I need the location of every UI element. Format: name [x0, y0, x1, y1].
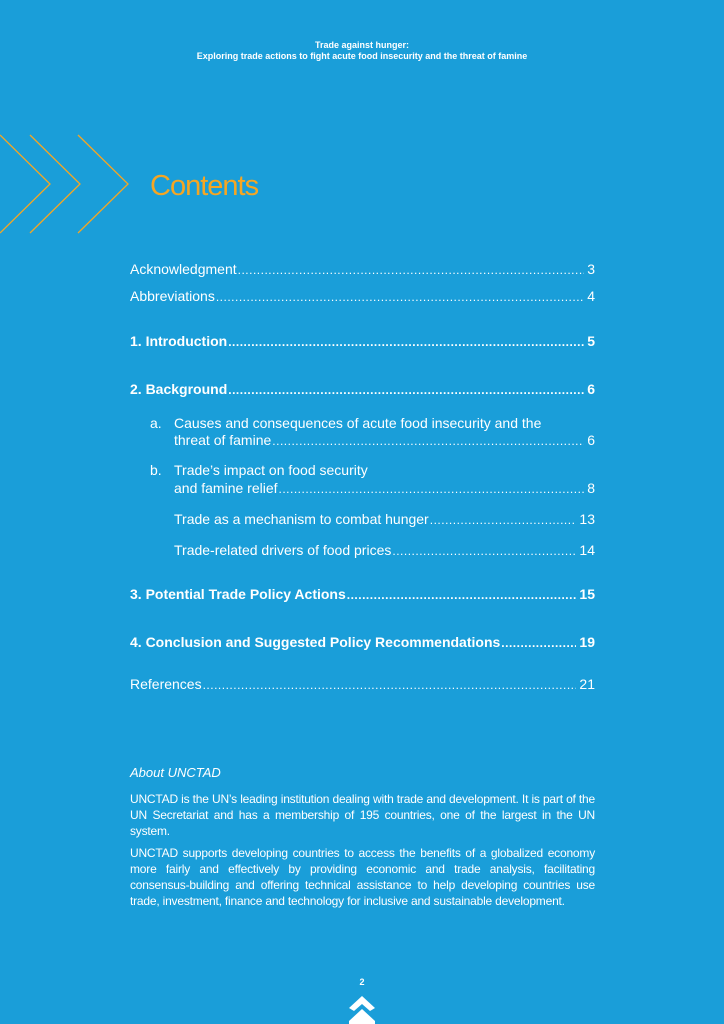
toc-label: 4. Conclusion and Suggested Policy Recommendations	[130, 634, 501, 650]
toc-leader	[203, 677, 577, 694]
toc-entry-abbreviations[interactable]	[130, 288, 595, 306]
toc-label: threat of famine	[174, 432, 272, 448]
toc-entry-background[interactable]	[130, 381, 595, 399]
toc-page: 19	[579, 634, 595, 650]
toc-label: Trade-related drivers of food prices	[174, 542, 392, 558]
toc-leader	[501, 635, 576, 652]
toc-entry-trade-drivers[interactable]	[174, 542, 595, 560]
toc-page: 6	[587, 381, 595, 397]
toc-leader	[216, 289, 584, 306]
toc-prefix: a.	[150, 415, 162, 431]
toc-label: Abbreviations	[130, 288, 215, 304]
toc-entry-trade-mechanism[interactable]	[174, 511, 595, 529]
toc-page: 21	[579, 676, 595, 692]
chevron-decoration-icon	[0, 133, 135, 237]
toc-page: 5	[587, 333, 595, 349]
toc-label: and famine relief	[174, 480, 278, 496]
toc-leader	[392, 543, 576, 560]
toc-leader	[430, 512, 577, 529]
toc-page: 3	[587, 261, 595, 277]
toc-leader	[272, 433, 584, 450]
page-number: 2	[359, 977, 365, 987]
up-chevron-icon[interactable]	[349, 996, 375, 1024]
toc-page: 4	[587, 288, 595, 304]
toc-leader	[238, 262, 585, 279]
toc-page: 8	[587, 480, 595, 496]
about-section	[130, 765, 595, 915]
toc-entry-acknowledgment[interactable]	[130, 261, 595, 279]
toc-page: 13	[579, 511, 595, 527]
toc-label: Acknowledgment	[130, 261, 237, 277]
page-title: Contents	[150, 170, 259, 202]
about-heading: About UNCTAD	[130, 765, 221, 780]
toc-page: 14	[579, 542, 595, 558]
toc-entry-policy-actions[interactable]	[130, 586, 595, 604]
toc-entry-references[interactable]	[130, 676, 595, 694]
toc-page: 6	[587, 432, 595, 448]
toc-prefix: b.	[150, 462, 162, 478]
toc-label: 1. Introduction	[130, 333, 228, 349]
toc-leader	[347, 587, 577, 604]
toc-entry-introduction[interactable]	[130, 333, 595, 351]
toc-entry-conclusion[interactable]	[130, 634, 595, 652]
toc-leader	[279, 481, 585, 498]
toc-label: Trade as a mechanism to combat hunger	[174, 511, 429, 527]
toc-label: Causes and consequences of acute food insecurity and the	[174, 415, 542, 431]
about-paragraph-1: UNCTAD is the UN’s leading institution dealing with trade and development. It is part of the UN Secretariat and has a membership of 195 countries, one of the largest in the UN system.	[130, 792, 595, 838]
header-subtitle: Exploring trade actions to fight acute food insecurity and the threat of famine	[196, 51, 528, 61]
toc-label: 3. Potential Trade Policy Actions	[130, 586, 346, 602]
toc-leader	[228, 334, 584, 351]
header-title: Trade against hunger:	[314, 40, 410, 50]
page-header	[0, 40, 724, 62]
toc-label: Trade’s impact on food security	[174, 462, 368, 478]
toc-page: 15	[579, 586, 595, 602]
toc-label: 2. Background	[130, 381, 228, 397]
toc-leader	[228, 382, 584, 399]
about-paragraph-2: UNCTAD supports developing countries to access the benefits of a globalized economy more fairly and effectively by providing economic and trade analysis, facilitating consensus-building and offering technical assistance to help developing countries use trade, investment, finance and technology for inclusive and sustainable development.	[130, 846, 595, 908]
toc-label: References	[130, 676, 202, 692]
